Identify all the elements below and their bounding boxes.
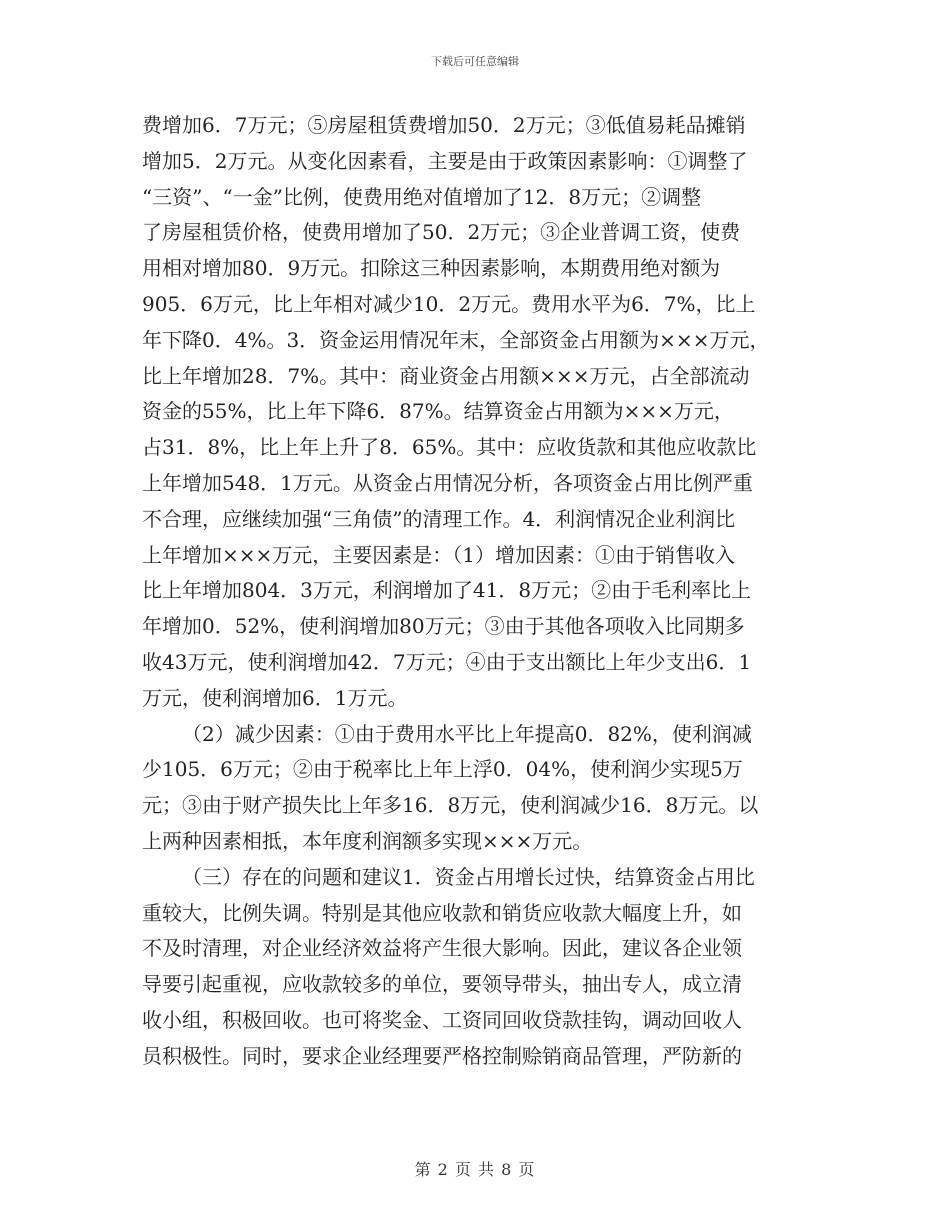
text-line: 增加5．2万元。从变化因素看，主要是由于政策因素影响：①调整了 — [142, 148, 748, 173]
text-line: 收小组，积极回收。也可将奖金、工资同回收贷款挂钩，调动回收人 — [142, 1007, 742, 1032]
text-line: 用相对增加80．9万元。扣除这三种因素影响，本期费用绝对额为 — [142, 256, 721, 281]
text-line: 905．6万元，比上年相对减少10．2万元。费用水平为6．7%，比上 — [142, 291, 756, 316]
text-line: “三资”、“一金”比例，使费用绝对值增加了12．8万元；②调整 — [142, 184, 702, 209]
page-footer: 第 2 页 共 8 页 — [414, 1160, 536, 1179]
text-line: 了房屋租赁价格，使费用增加了50．2万元；③企业普调工资，使费 — [142, 220, 741, 245]
text-line: 费增加6．7万元；⑤房屋租赁费增加50．2万元；③低值易耗品摊销 — [142, 113, 746, 137]
text-line: （三）存在的问题和建议1．资金占用增长过快，结算资金占用比 — [182, 864, 755, 889]
text-line: 比上年增加804．3万元，利润增加了41．8万元；②由于毛利率比上 — [142, 578, 752, 603]
text-line: 上两种因素相抵，本年度利润额多实现×××万元。 — [142, 828, 593, 853]
text-line: 比上年增加28．7%。其中：商业资金占用额×××万元，占全部流动 — [142, 363, 750, 388]
text-line: （2）减少因素：①由于费用水平比上年提高0．82%，使利润减 — [182, 721, 752, 746]
text-line: 少105．6万元；②由于税率比上年上浮0．04%，使利润少实现5万 — [142, 757, 743, 782]
text-line: 上年增加548．1万元。从资金占用情况分析，各项资金占用比例严重 — [142, 470, 753, 495]
text-line: 年增加0．52%，使利润增加80万元；③由于其他各项收入比同期多 — [142, 614, 745, 639]
document-body — [142, 108, 810, 1075]
text-line: 资金的55%，比上年下降6．87%。结算资金占用额为×××万元， — [142, 399, 734, 424]
text-line: 占31．8%，比上年上升了8．65%。其中：应收货款和其他应收款比 — [142, 435, 757, 460]
text-line: 导要引起重视，应收款较多的单位，要领导带头，抽出专人，成立清 — [142, 972, 742, 997]
text-line: 上年增加×××万元，主要因素是：（1）增加因素：①由于销售收入 — [142, 542, 735, 567]
text-line: 收43万元，使利润增加42．7万元；④由于支出额比上年少支出6．1 — [142, 649, 752, 674]
text-line: 元；③由于财产损失比上年多16．8万元，使利润减少16．8万元。以 — [142, 793, 759, 818]
text-line: 年下降0．4%。3．资金运用情况年末，全部资金占用额为×××万元， — [142, 327, 770, 352]
text-line: 重较大，比例失调。特别是其他应收款和销货应收款大幅度上升，如 — [142, 900, 742, 925]
text-line: 不合理，应继续加强“三角债”的清理工作。4．利润情况企业利润比 — [142, 506, 736, 531]
text-line: 员积极性。同时，要求企业经理要严格控制赊销商品管理，严防新的 — [142, 1043, 742, 1068]
text-line: 不及时清理，对企业经济效益将产生很大影响。因此，建议各企业领 — [142, 936, 742, 961]
page-header: 下载后可任意编辑 — [431, 55, 519, 68]
text-line: 万元，使利润增加6．1万元。 — [142, 685, 408, 710]
